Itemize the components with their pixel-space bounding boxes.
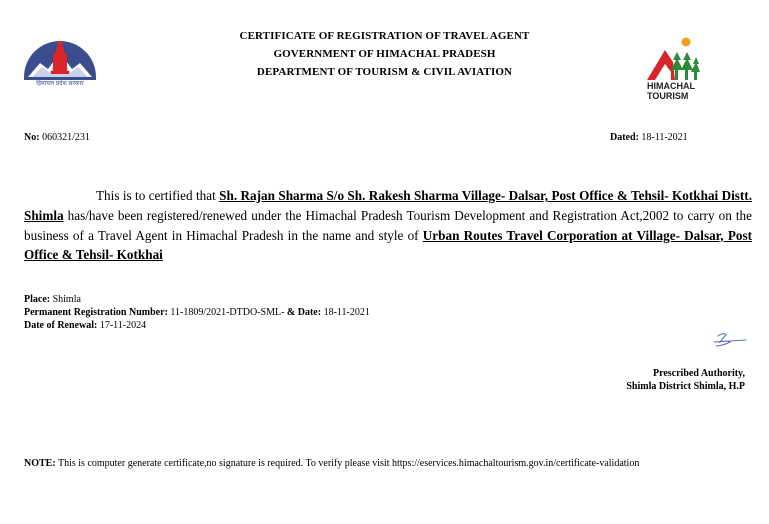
place-line: Place: Shimla bbox=[24, 294, 81, 305]
applicant-details: Sh. Rajan Sharma S/o Sh. Rakesh Sharma Village- Dalsar, Post Office & Tehsil- Kotkhai Distt. Shimla bbox=[24, 188, 752, 223]
renewal-date-line: Date of Renewal: 17-11-2024 bbox=[24, 320, 147, 331]
firm-name: Urban Routes Travel Corporation at Village- Dalsar, Post Office & Tehsil- Kotkhai bbox=[24, 227, 752, 263]
government-name: GOVERNMENT OF HIMACHAL PRADESH bbox=[273, 48, 496, 60]
certificate-body: This is to certified that Sh. Rajan Sharma S/o Sh. Rakesh Sharma Village- Dalsar, Post Office & Tehsil- Kotkhai Distt. Shimla has/have been registered/renewed under the Himachal Pradesh Tourism Development and Registration Act,2002 to carry on the business of a Travel Agent in Himachal Pradesh in the name and style of Urban Routes Travel Corporation at Village- Dalsar, Post Office & Tehsil- Kotkhai bbox=[24, 188, 752, 263]
tourism-logo-text: HIMACHAL TOURISM bbox=[647, 81, 695, 101]
certificate-title: CERTIFICATE OF REGISTRATION OF TRAVEL AGENT bbox=[239, 30, 530, 42]
certificate-number: No: 060321/231 bbox=[24, 132, 90, 143]
department-name: DEPARTMENT OF TOURISM & CIVIL AVIATION bbox=[256, 66, 513, 78]
emblem-caption: हिमाचल प्रदेश सरकार bbox=[36, 80, 84, 87]
certificate-date: Dated: 18-11-2021 bbox=[610, 132, 688, 143]
himachal-tourism-logo bbox=[645, 36, 701, 82]
registration-number-line: Permanent Registration Number: 11-1809/2021-DTDO-SML- & Date: 18-11-2021 bbox=[24, 307, 370, 318]
prescribed-authority: Prescribed Authority, Shimla District Shimla, H.P bbox=[626, 368, 745, 392]
verification-note: NOTE: This is computer generate certificate,no signature is required. To verify please visit https://eservices.himachaltourism.gov.in/certificate-validation bbox=[24, 458, 640, 469]
signature-mark bbox=[712, 330, 752, 352]
